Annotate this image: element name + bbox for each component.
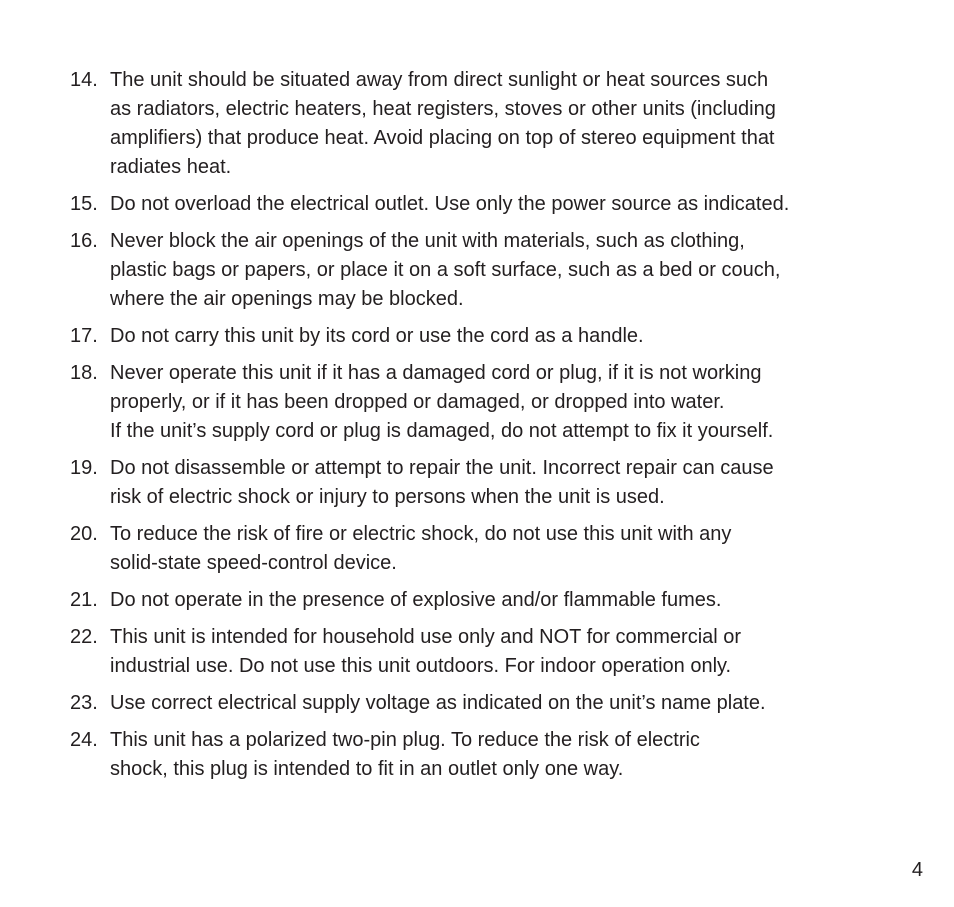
- page-number: 4: [911, 859, 923, 881]
- item-text-line: Do not disassemble or attempt to repair the unit. Incorrect repair can cause: [110, 457, 774, 479]
- item-text-line: shock, this plug is intended to fit in an outlet only one way.: [110, 758, 624, 780]
- item-text-line: Never operate this unit if it has a damaged cord or plug, if it is not working: [110, 362, 762, 384]
- list-item: [70, 586, 880, 615]
- item-text-line: Do not overload the electrical outlet. Use only the power source as indicated.: [110, 193, 790, 215]
- item-number: 23.: [70, 692, 98, 714]
- item-text: [110, 623, 880, 681]
- item-text: [110, 227, 880, 314]
- list-item: [70, 322, 880, 351]
- item-text-line: plastic bags or papers, or place it on a soft surface, such as a bed or couch,: [110, 259, 781, 281]
- item-number: 20.: [70, 523, 98, 545]
- item-text: [110, 454, 880, 512]
- item-number: 17.: [70, 325, 98, 347]
- list-item: [70, 359, 880, 446]
- item-number: 16.: [70, 230, 98, 252]
- item-text-line: This unit is intended for household use only and NOT for commercial or: [110, 626, 742, 648]
- list-item: [70, 726, 880, 784]
- item-text-line: industrial use. Do not use this unit outdoors. For indoor operation only.: [110, 655, 732, 677]
- safety-instructions-list: [70, 66, 880, 792]
- item-number: 24.: [70, 729, 98, 751]
- item-number: 19.: [70, 457, 98, 479]
- item-text: [110, 520, 880, 578]
- item-text-line: solid-state speed-control device.: [110, 552, 397, 574]
- item-text-line: This unit has a polarized two-pin plug. To reduce the risk of electric: [110, 729, 700, 751]
- item-text: [110, 586, 880, 615]
- item-text-line: Use correct electrical supply voltage as indicated on the unit’s name plate.: [110, 692, 766, 714]
- item-text: [110, 66, 880, 182]
- item-number: 15.: [70, 193, 98, 215]
- item-number: 18.: [70, 362, 98, 384]
- item-text-line: risk of electric shock or injury to persons when the unit is used.: [110, 486, 665, 508]
- list-item: [70, 66, 880, 182]
- item-text-line: radiates heat.: [110, 156, 232, 178]
- item-number: 21.: [70, 589, 98, 611]
- item-text-line: amplifiers) that produce heat. Avoid placing on top of stereo equipment that: [110, 127, 775, 149]
- item-text: [110, 689, 880, 718]
- item-text: [110, 359, 880, 446]
- list-item: [70, 190, 880, 219]
- list-item: [70, 227, 880, 314]
- item-text-line: The unit should be situated away from direct sunlight or heat sources such: [110, 69, 769, 91]
- item-text: [110, 322, 880, 351]
- list-item: [70, 623, 880, 681]
- item-text: [110, 726, 880, 784]
- list-item: [70, 454, 880, 512]
- item-text-line: To reduce the risk of fire or electric shock, do not use this unit with any: [110, 523, 732, 545]
- item-text-line: Do not carry this unit by its cord or use the cord as a handle.: [110, 325, 644, 347]
- item-text-line: If the unit’s supply cord or plug is damaged, do not attempt to fix it yourself.: [110, 420, 774, 442]
- item-number: 22.: [70, 626, 98, 648]
- list-item: [70, 520, 880, 578]
- item-text: [110, 190, 880, 219]
- item-text-line: as radiators, electric heaters, heat registers, stoves or other units (including: [110, 98, 776, 120]
- item-number: 14.: [70, 69, 98, 91]
- item-text-line: where the air openings may be blocked.: [110, 288, 464, 310]
- item-text-line: properly, or if it has been dropped or damaged, or dropped into water.: [110, 391, 725, 413]
- item-text-line: Do not operate in the presence of explosive and/or flammable fumes.: [110, 589, 722, 611]
- item-text-line: Never block the air openings of the unit with materials, such as clothing,: [110, 230, 745, 252]
- list-item: [70, 689, 880, 718]
